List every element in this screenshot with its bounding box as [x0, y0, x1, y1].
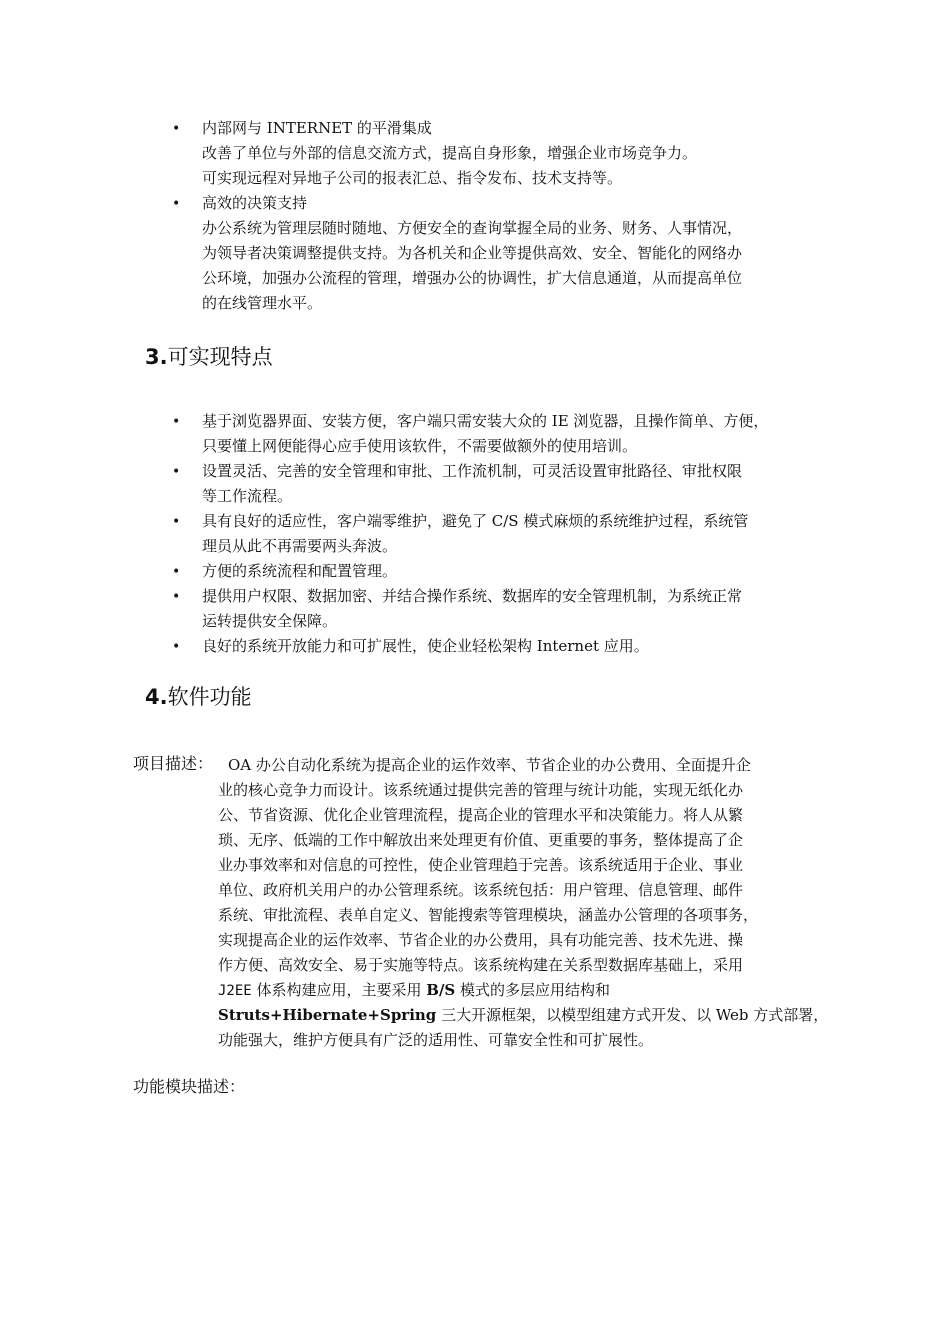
description-line: 系统、审批流程、表单自定义、智能搜索等管理模块，涵盖办公管理的各项事务， [218, 906, 759, 924]
section-number: 4. [145, 685, 168, 709]
description-line: 功能强大，维护方便具有广泛的适用性、可靠安全性和可扩展性。 [218, 1031, 654, 1049]
bullet-icon: • [172, 589, 181, 605]
feature-text: 理员从此不再需要两头奔波。 [202, 537, 398, 555]
description-line: 业办事效率和对信息的可控性，使企业管理趋于完善。该系统适用于企业、事业 [218, 856, 744, 874]
list-item-text: 可实现远程对异地子公司的报表汇总、指令发布、技术支持等。 [202, 169, 623, 187]
bullet-icon: • [172, 414, 181, 430]
feature-text: 方便的系统流程和配置管理。 [202, 562, 398, 580]
section-3-heading [145, 342, 273, 372]
feature-text: 基于浏览器界面、安装方便，客户端只需安装大众的 IE 浏览器，且操作简单、方便， [202, 412, 769, 430]
description-line [218, 1003, 828, 1028]
list-item-text: 办公系统为管理层随时随地、方便安全的查询掌握全局的业务、财务、人事情况， [202, 219, 743, 237]
bullet-icon: • [172, 464, 181, 480]
bs-mode-text: B/S [426, 981, 456, 999]
section-number: 3. [145, 345, 168, 369]
description-line: 作方便、高效安全、易于实施等特点。该系统构建在关系型数据库基础上，采用 [218, 956, 744, 974]
feature-text: 具有良好的适应性，客户端零维护，避免了 C/S 模式麻烦的系统维护过程，系统管 [202, 512, 749, 530]
feature-text: 运转提供安全保障。 [202, 612, 338, 630]
description-line: 琐、无序、低端的工作中解放出来处理更有价值、更重要的事务，整体提高了企 [218, 831, 744, 849]
feature-text: 提供用户权限、数据加密、并结合操作系统、数据库的安全管理机制，为系统正常 [202, 587, 743, 605]
description-text: 三大开源框架，以模型组建方式开发、以 Web 方式部署， [436, 1006, 829, 1024]
feature-text: 等工作流程。 [202, 487, 293, 505]
list-item-text: 改善了单位与外部的信息交流方式，提高自身形象，增强企业市场竞争力。 [202, 144, 698, 162]
bullet-icon: • [172, 639, 181, 655]
feature-text: 设置灵活、完善的安全管理和审批、工作流机制，可灵活设置审批路径、审批权限 [202, 462, 743, 480]
bullet-icon: • [172, 121, 181, 137]
description-line: 实现提高企业的运作效率、节省企业的办公费用，具有功能完善、技术先进、操 [218, 931, 744, 949]
description-line: 公、节省资源、优化企业管理流程，提高企业的管理水平和决策能力。将人从繁 [218, 806, 744, 824]
module-description-label: 功能模块描述： [133, 1077, 246, 1096]
list-item-title: 高效的决策支持 [202, 194, 308, 212]
list-item-text: 公环境，加强办公流程的管理，增强办公的协调性，扩大信息通道，从而提高单位 [202, 269, 743, 287]
section-title: 可实现特点 [167, 345, 273, 369]
section-4-heading [145, 682, 252, 712]
j2ee-text: J2EE [218, 983, 252, 999]
description-line: 业的核心竞争力而设计。该系统通过提供完善的管理与统计功能，实现无纸化办 [218, 781, 744, 799]
description-text: 体系构建应用，主要采用 [251, 981, 427, 999]
feature-text: 只要懂上网便能得心应手使用该软件，不需要做额外的使用培训。 [202, 437, 638, 455]
description-line: OA 办公自动化系统为提高企业的运作效率、节省企业的办公费用、全面提升企 [228, 756, 751, 774]
description-line: 单位、政府机关用户的办公管理系统。该系统包括：用户管理、信息管理、邮件 [218, 881, 744, 899]
list-item-title: 内部网与 INTERNET 的平滑集成 [202, 119, 432, 137]
description-line [218, 978, 610, 1004]
framework-text: Struts+Hibernate+Spring [218, 1006, 437, 1024]
description-text: 模式的多层应用结构和 [455, 981, 611, 999]
bullet-icon: • [172, 514, 181, 530]
feature-text: 良好的系统开放能力和可扩展性，使企业轻松架构 Internet 应用。 [202, 637, 649, 655]
list-item-text: 为领导者决策调整提供支持。为各机关和企业等提供高效、安全、智能化的网络办 [202, 244, 743, 262]
section-title: 软件功能 [167, 685, 252, 709]
bullet-icon: • [172, 564, 181, 580]
bullet-icon: • [172, 196, 181, 212]
list-item-text: 的在线管理水平。 [202, 294, 323, 312]
project-description-label: 项目描述： [133, 754, 214, 773]
